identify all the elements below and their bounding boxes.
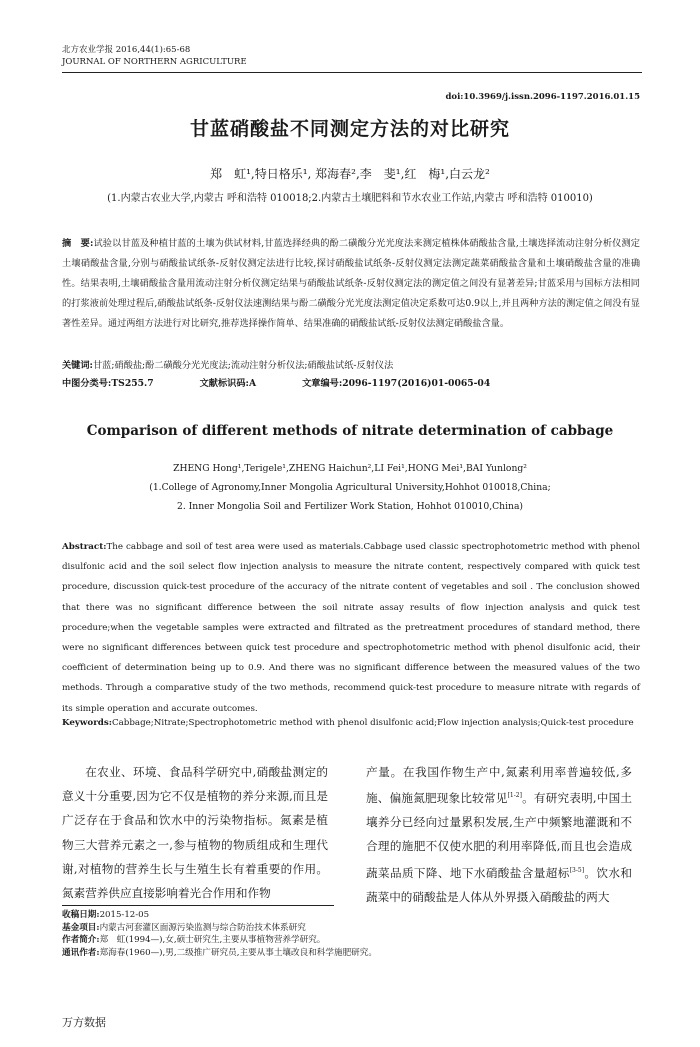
footnotes (62, 909, 377, 959)
cn-abstract-text: 试验以甘蓝及种植甘蓝的土壤为供试材料,甘蓝选择经典的酚二磺酸分光光度法来测定植株体硝酸盐含量,土壤选择流动注射分析仪测定土壤硝酸盐含量,分别与硝酸盐试纸条-反射仪测定法进行比较,探讨硝酸盐试纸条-反射仪测定法测定蔬菜硝酸盐含量和土壤硝酸盐含量的准确性。结果表明,土壤硝酸盐含量用流动注射分析仪测定结果与硝酸盐试纸条-反射仪测定法的测定值之间没有显著差异;甘蓝采用与国标方法相同的打浆液前处理过程后,硝酸盐试纸条-反射仪法速测结果与酚二磺酸分光光度法测定值决定系数可达0.9以上,并且两种方法的测定值之间没有显著性差异。通过两组方法进行对比研究,推荐选择操作简单、结果准确的硝酸盐试纸-反射仪法测定硝酸盐含量。 (62, 238, 640, 329)
footnote-author: 作者简介:郑 虹(1994—),女,硕士研究生,主要从事植物营养学研究。 (62, 935, 326, 946)
watermark: 万方数据 (62, 1016, 106, 1029)
cn-authors: 郑 虹¹,特日格乐¹, 郑海春²,李 斐¹,红 梅¹,白云龙² (210, 167, 490, 181)
cn-abstract-label: 摘 要: (62, 238, 94, 249)
cn-title: 甘蓝硝酸盐不同测定方法的对比研究 (189, 118, 510, 140)
footnote-rule (62, 905, 334, 906)
cn-classification (62, 375, 640, 389)
en-affiliation-1: (1.College of Agronomy,Inner Mongolia Agricultural University,Hohhot 010018,China; (149, 482, 551, 493)
journal-cn-line: 北方农业学报 2016,44(1):65-68 (62, 45, 191, 55)
footnote-fund: 基金项目:内蒙古河套灌区面源污染监测与综合防治技术体系研究 (62, 922, 306, 933)
header-rule (62, 72, 642, 73)
body-column-right: 产量。在我国作物生产中,氮素利用率普遍较低,多施、偏施氮肥现象比较常见[1-2]。有研究表明,中国土壤养分已经向过量累积发展,生产中频繁地灌溉和不合理的施肥不仅使水肥的利用率降低,而且也会造成蔬菜品质下降、地下水硝酸盐含量超标[3-5]。饮水和蔬菜中的硝酸盐是人体从外界摄入硝酸盐的两大 (366, 765, 632, 904)
doc-code: 文献标识码:A (199, 378, 257, 389)
cn-keywords (62, 357, 640, 371)
cn-keywords-text: 甘蓝;硝酸盐;酚二磺酸分光光度法;流动注射分析仪法;硝酸盐试纸-反射仪法 (92, 360, 394, 371)
citation-ref[interactable]: [1-2] (507, 792, 522, 800)
footnote-received: 收稿日期:2015-12-05 (62, 910, 150, 920)
en-abstract (62, 537, 640, 719)
en-title: Comparison of different methods of nitrate determination of cabbage (86, 423, 614, 439)
en-keywords-label: Keywords: (62, 718, 112, 728)
class-number: 中图分类号:TS255.7 (62, 378, 154, 389)
cn-keywords-label: 关键词: (62, 360, 93, 371)
footnote-corresponding: 通讯作者:郑海春(1960—),男,二级推广研究员,主要从事土壤改良和科学施肥研究。 (62, 947, 377, 958)
en-abstract-label: Abstract: (62, 542, 107, 552)
en-authors: ZHENG Hong¹,Terigele¹,ZHENG Haichun²,LI Fei¹,HONG Mei¹,BAI Yunlong² (173, 463, 527, 474)
cn-abstract (62, 234, 640, 334)
cn-affiliation: (1.内蒙古农业大学,内蒙古 呼和浩特 010018;2.内蒙古土壤肥料和节水农业工作站,内蒙古 呼和浩特 010010) (107, 193, 593, 204)
en-affiliation-2: 2. Inner Mongolia Soil and Fertilizer Work Station, Hohhot 010010,China) (176, 501, 524, 512)
en-keywords-text: Cabbage;Nitrate;Spectrophotometric method with phenol disulfonic acid;Flow injection analysis;Quick-test procedure (111, 718, 634, 728)
article-number: 文章编号:2096-1197(2016)01-0065-04 (302, 378, 491, 389)
journal-en-line: JOURNAL OF NORTHERN AGRICULTURE (62, 57, 247, 67)
en-keywords (62, 718, 640, 728)
citation-ref[interactable]: [3-5] (569, 866, 585, 874)
doi: doi:10.3969/j.issn.2096-1197.2016.01.15 (445, 92, 640, 102)
body-column-left: 在农业、环境、食品科学研究中,硝酸盐测定的意义十分重要,因为它不仅是植物的养分来源,而且是广泛存在于食品和饮水中的污染物指标。氮素是植物三大营养元素之一,参与植物的物质组成和生理代谢,对植物的营养生长与生殖生长有着重要的作用。氮素营养供应直接影响着光合作用和作物 (62, 765, 328, 901)
journal-header (62, 44, 247, 68)
en-abstract-text: The cabbage and soil of test area were used as materials.Cabbage used classic spectrophotometric method with phenol disulfonic acid and the soil select flow injection analysis to measure the nitrate content, respectively compared with quick test procedure, discussion quick-test procedure of the accuracy of the nitrate content of vegetables and soil . The conclusion showed that there was no significant difference between the soil nitrate assay results of flow injection analysis and quick test procedure;when the vegetable samples were extracted and filtrated as the pretreatment procedures of standard method, there were no significant differences between quick test procedure and spectrophotometric method with phenol disulfonic acid, their coefficient of determination being up to 0.9. And there was no significant difference between the measured values of the two methods. Through a comparative study of the two methods, recommend quick-test procedure to measure nitrate with regards of its simple operation and accurate outcomes. (62, 542, 640, 714)
